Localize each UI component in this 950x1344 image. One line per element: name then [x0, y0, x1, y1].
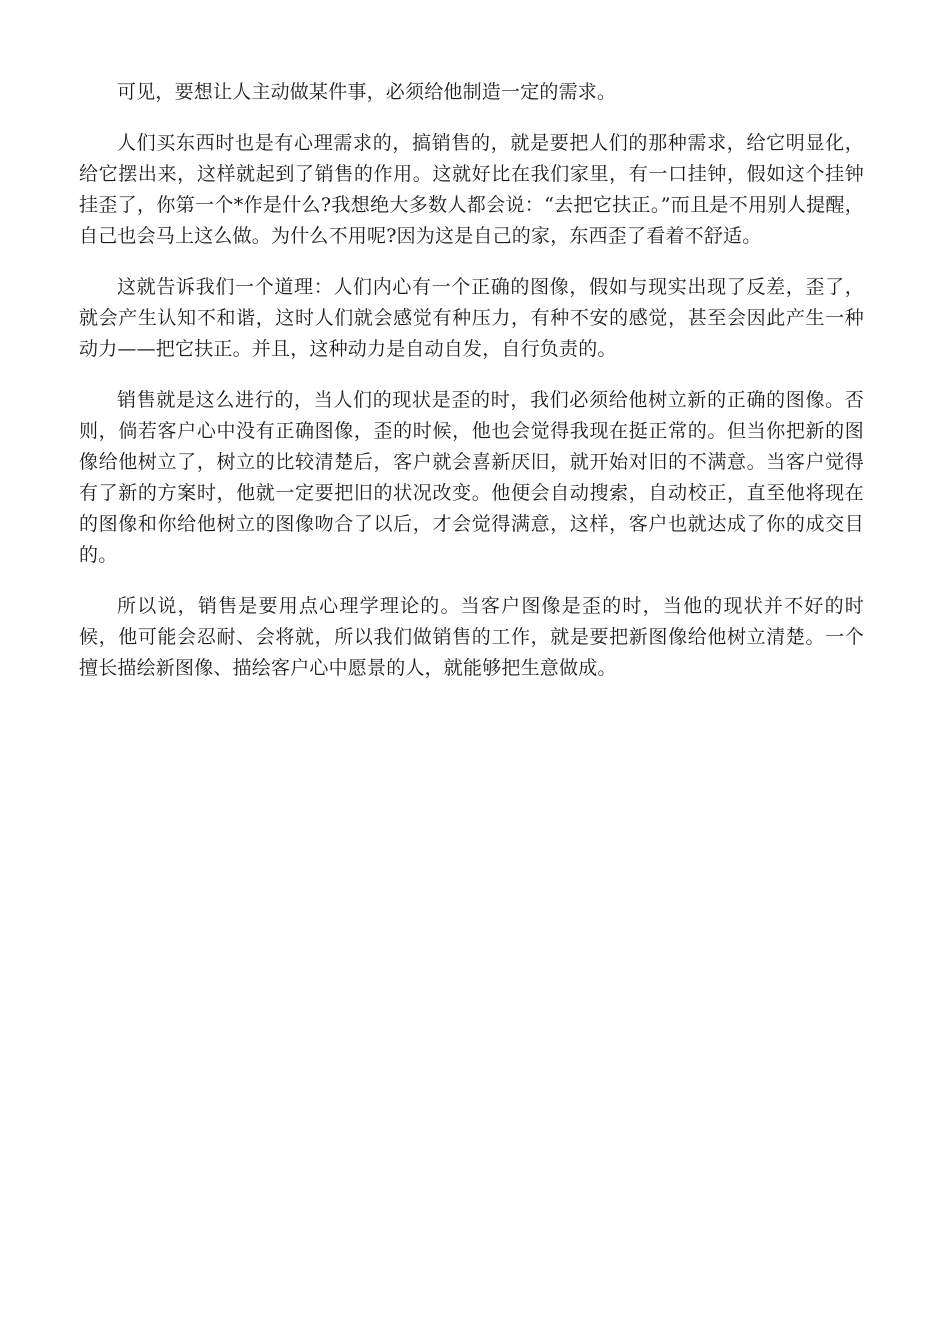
document-body: [79, 77, 864, 704]
paragraph-1: 可见，要想让人主动做某件事，必须给他制造一定的需求。: [117, 81, 617, 103]
paragraph-5: 所以说，销售是要用点心理学理论的。当客户图像是歪的时，当他的现状并不好的时候，他可能会忍耐、会将就，所以我们做销售的工作，就是要把新图像给他树立清楚。一个擅长描绘新图像、描绘客户心中愿景的人，就能够把生意做成。: [79, 595, 864, 679]
paragraph-3: 这就告诉我们一个道理：人们内心有一个正确的图像，假如与现实出现了反差，歪了，就会产生认知不和谐，这时人们就会感觉有种压力，有种不安的感觉，甚至会因此产生一种动力——把它扶正。并且，这种动力是自动自发，自行负责的。: [79, 276, 864, 360]
paragraph-2: 人们买东西时也是有心理需求的，搞销售的，就是要把人们的那种需求，给它明显化，给它摆出来，这样就起到了销售的作用。这就好比在我们家里，有一口挂钟，假如这个挂钟挂歪了，你第一个*作是什么?我想绝大多数人都会说：“去把它扶正。”而且是不用别人提醒，自己也会马上这么做。为什么不用呢?因为这是自己的家，东西歪了看着不舒适。: [79, 132, 864, 247]
paragraph-4: 销售就是这么进行的，当人们的现状是歪的时，我们必须给他树立新的正确的图像。否则，倘若客户心中没有正确图像，歪的时候，他也会觉得我现在挺正常的。但当你把新的图像给他树立了，树立的比较清楚后，客户就会喜新厌旧，就开始对旧的不满意。当客户觉得有了新的方案时，他就一定要把旧的状况改变。他便会自动搜索，自动校正，直至他将现在的图像和你给他树立的图像吻合了以后，才会觉得满意，这样，客户也就达成了你的成交目的。: [79, 389, 864, 566]
